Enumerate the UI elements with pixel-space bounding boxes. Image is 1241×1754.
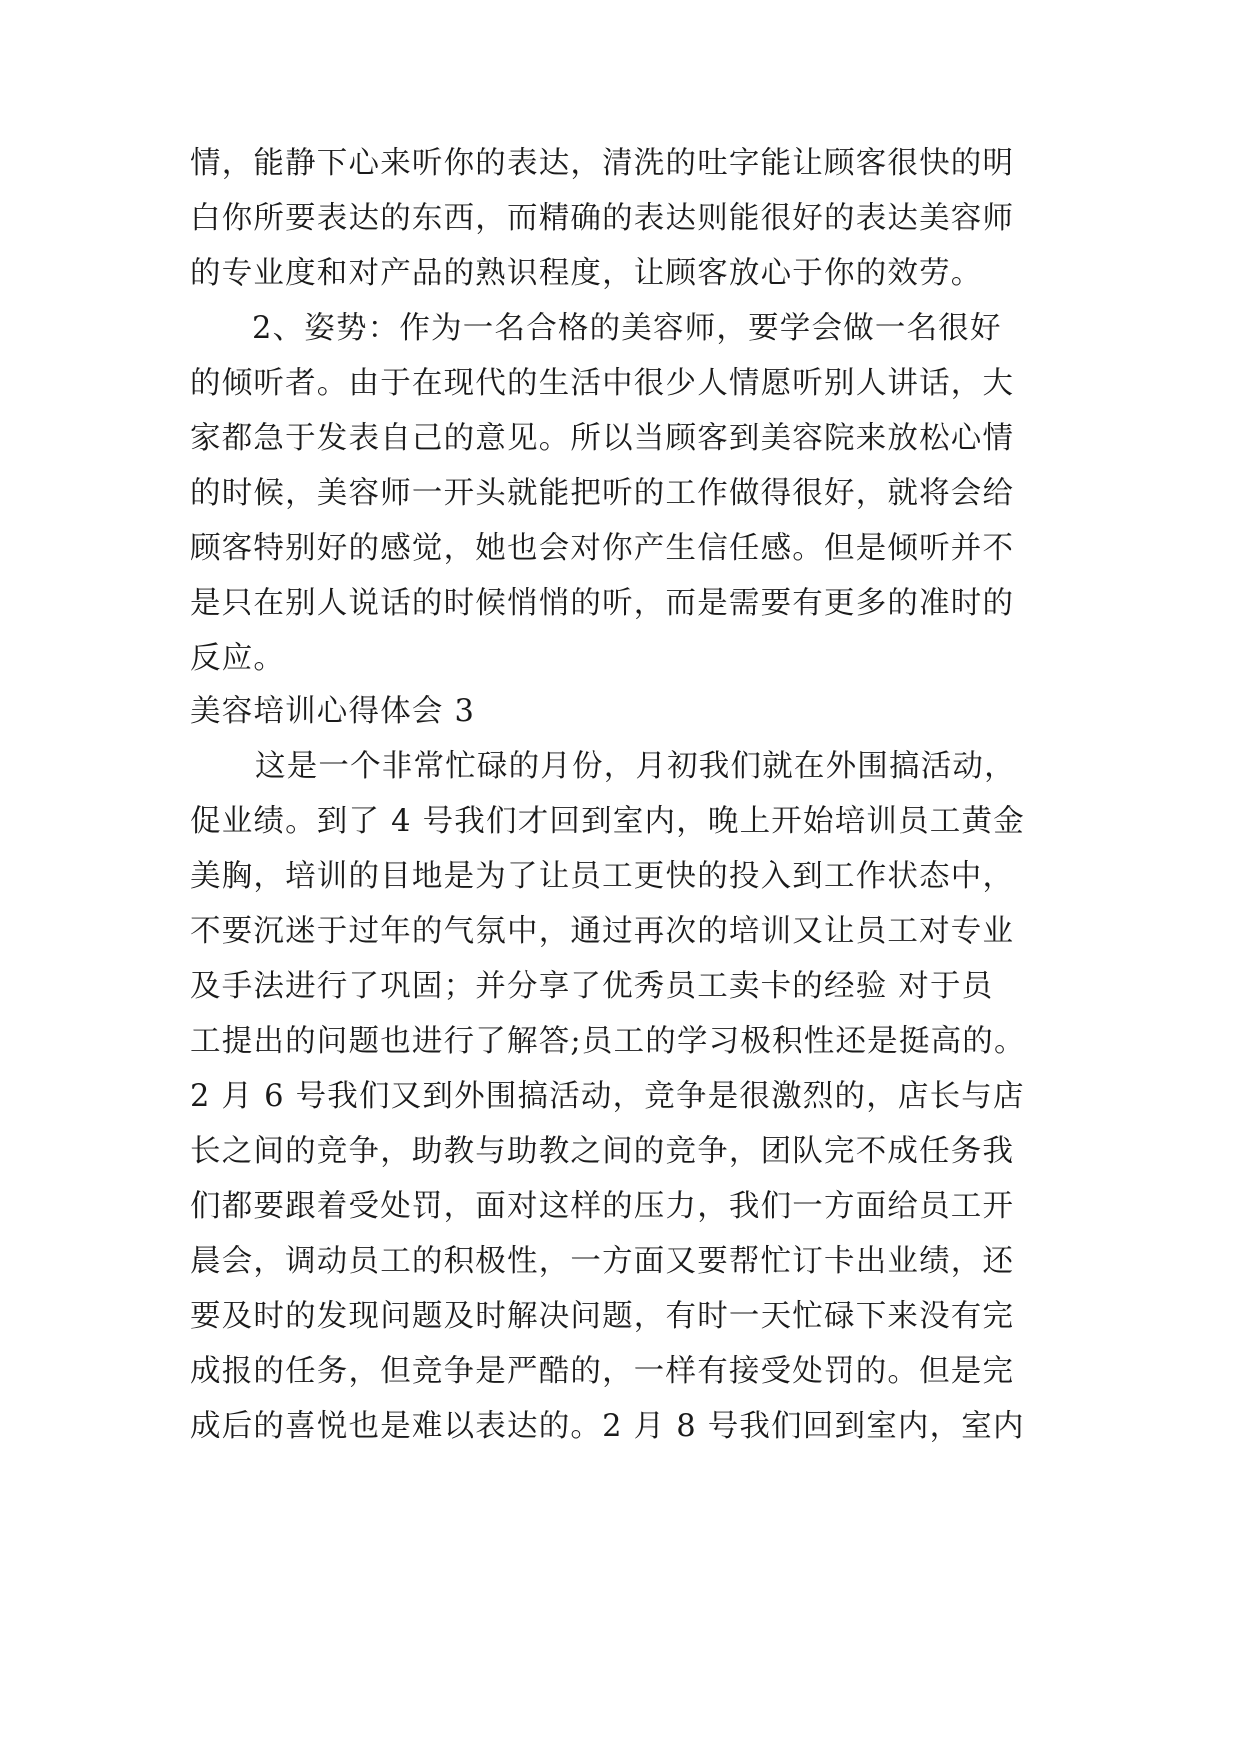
text-line: 的专业度和对产品的熟识程度，让顾客放心于你的效劳。 [190, 256, 983, 291]
text-line: 白你所要表达的东西，而精确的表达则能很好的表达美容师 [190, 201, 1015, 236]
text-line: 晨会，调动员工的积极性，一方面又要帮忙订卡出业绩，还 [190, 1244, 1015, 1279]
text-line: 家都急于发表自己的意见。所以当顾客到美容院来放松心情 [190, 421, 1015, 456]
text-line: 的时候，美容师一开头就能把听的工作做得很好，就将会给 [190, 476, 1015, 511]
text-line: 的倾听者。由于在现代的生活中很少人情愿听别人讲话，大 [190, 366, 1015, 401]
text-line: 是只在别人说话的时候悄悄的听，而是需要有更多的准时的 [190, 586, 1015, 621]
text-line: 工提出的问题也进行了解答;员工的学习极积性还是挺高的。 [190, 1024, 1026, 1059]
paragraph-start-line: 这是一个非常忙碌的月份，月初我们就在外围搞活动， [255, 749, 1016, 784]
text-line: 成报的任务，但竞争是严酷的，一样有接受处罚的。但是完 [190, 1354, 1015, 1389]
text-line: 及手法进行了巩固；并分享了优秀员工卖卡的经验 对于员 [190, 969, 994, 1004]
text-line: 2 月 6 号我们又到外围搞活动，竞争是很激烈的，店长与店 [190, 1079, 1025, 1114]
paragraph-start-line: 2、姿势：作为一名合格的美容师，要学会做一名很好 [252, 311, 1002, 346]
text-line: 成后的喜悦也是难以表达的。2 月 8 号我们回到室内，室内 [190, 1409, 1025, 1444]
text-line: 不要沉迷于过年的气氛中，通过再次的培训又让员工对专业 [190, 914, 1015, 949]
section-heading: 美容培训心得体会 3 [190, 694, 476, 729]
text-line: 情，能静下心来听你的表达，清洗的吐字能让顾客很快的明 [190, 146, 1015, 181]
text-line: 要及时的发现问题及时解决问题，有时一天忙碌下来没有完 [190, 1299, 1015, 1334]
text-line: 反应。 [190, 641, 286, 676]
text-line: 促业绩。到了 4 号我们才回到室内，晚上开始培训员工黄金 [190, 804, 1025, 839]
text-line: 美胸，培训的目地是为了让员工更快的投入到工作状态中， [190, 859, 1015, 894]
text-line: 顾客特别好的感觉，她也会对你产生信任感。但是倾听并不 [190, 531, 1015, 566]
text-line: 们都要跟着受处罚，面对这样的压力，我们一方面给员工开 [190, 1189, 1015, 1224]
text-line: 长之间的竞争，助教与助教之间的竞争，团队完不成任务我 [190, 1134, 1015, 1169]
